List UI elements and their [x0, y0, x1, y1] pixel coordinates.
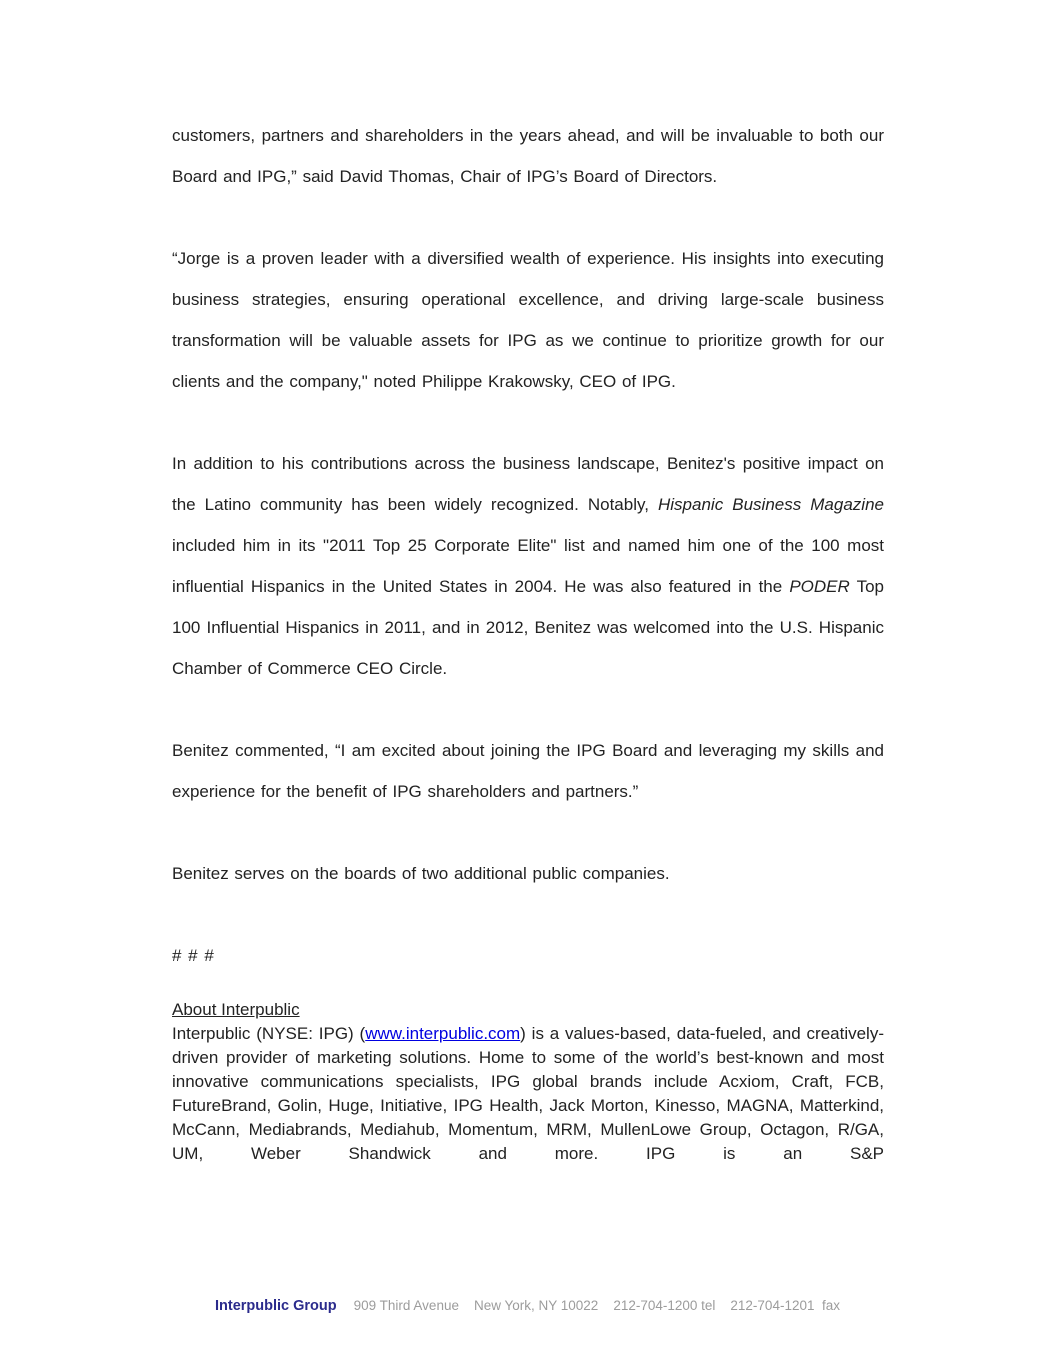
paragraph-krakowsky-quote [172, 238, 884, 402]
text-run: ) is a values-based, data-fueled, and creatively-driven provider of marketing solutions. Home to some of the world’s best-known and most innovative communications specialists, IPG global brands include Acxiom, Craft, FCB, FutureBrand, Golin, Huge, Initiative, IPG Health, Jack Morton, Kinesso, MAGNA, Matterkind, McCann, Mediabrands, Mediahub, Momentum, MRM, MullenLowe Group, Octagon, R/GA, UM, Weber Shandwick and more. IPG is an S&P [172, 1024, 884, 1163]
about-paragraph [172, 1022, 884, 1166]
page-footer [0, 1297, 1055, 1315]
footer-address: 909 Third Avenue [353, 1298, 459, 1313]
paragraph-boards [172, 853, 884, 894]
interpublic-link[interactable]: www.interpublic.com [365, 1024, 521, 1043]
press-release-body [172, 115, 884, 1166]
footer-brand: Interpublic Group [214, 1298, 337, 1314]
text-run: In addition to his contributions across the business landscape, Benitez's positive impact on the Latino community has been widely recognized. Notably, [172, 454, 884, 514]
about-heading: About Interpublic [172, 1000, 300, 1019]
paragraph-benitez-recognition [172, 443, 884, 689]
text-run: included him in its "2011 Top 25 Corporate Elite" list and named him one of the 100 most influential Hispanics in the United States in 2004. He was also featured in the [172, 536, 884, 596]
italic-text: Hispanic Business Magazine [658, 495, 884, 514]
footer-city: New York, NY 10022 [473, 1298, 599, 1313]
footer-fax: 212-704-1201 fax [730, 1298, 840, 1313]
paragraph-continuation [172, 115, 884, 197]
footer-tel: 212-704-1200 tel [613, 1298, 716, 1313]
paragraph-benitez-quote [172, 730, 884, 812]
text-run: Benitez commented, “I am excited about joining the IPG Board and leveraging my skills and experience for the benefit of IPG shareholders and partners.” [172, 741, 884, 801]
text-run: Interpublic (NYSE: IPG) ( [172, 1024, 366, 1043]
end-marker: # # # [172, 946, 215, 965]
text-run: “Jorge is a proven leader with a diversified wealth of experience. His insights into executing business strategies, ensuring operational excellence, and driving large-scale business transformation will be valuable assets for IPG as we continue to prioritize growth for our clients and the company," noted Philippe Krakowsky, CEO of IPG. [172, 249, 884, 391]
text-run: customers, partners and shareholders in the years ahead, and will be invaluable to both our Board and IPG,” said David Thomas, Chair of IPG’s Board of Directors. [172, 126, 884, 186]
text-run: Benitez serves on the boards of two additional public companies. [172, 864, 670, 883]
italic-text: PODER [789, 577, 850, 596]
text-run: Top 100 Influential Hispanics in 2011, and in 2012, Benitez was welcomed into the U.S. Hispanic Chamber of Commerce CEO Circle. [172, 577, 885, 678]
